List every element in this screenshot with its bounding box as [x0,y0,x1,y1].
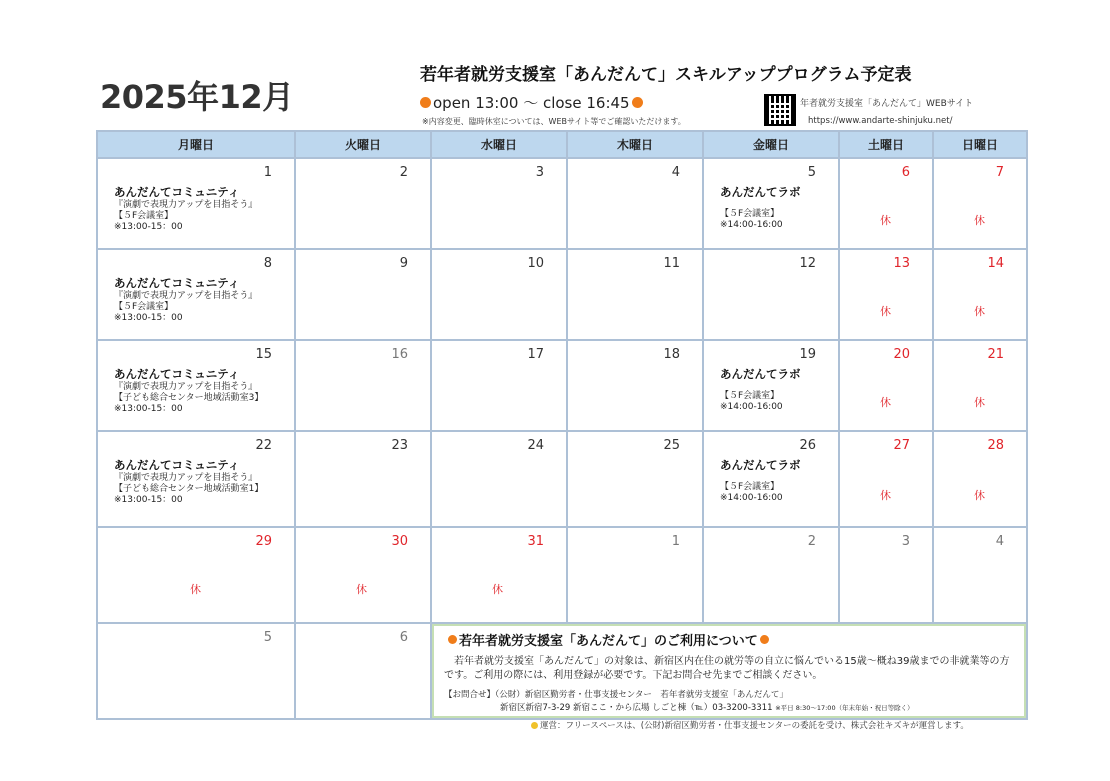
event-room: 【５F会議室】 [114,211,174,221]
day-cell-next-month [97,623,295,719]
website-label: 年者就労支援室「あんだんて」WEBサイト [800,99,974,109]
closed-label: 休 [492,583,503,596]
community-event [114,185,257,233]
event-title: あんだんてコミュニティ [114,276,240,290]
day-number: 5 [263,630,272,645]
day-number: 17 [527,347,544,362]
day-number: 6 [901,165,910,180]
closed-label: 休 [880,214,891,227]
day-number: 11 [663,256,680,271]
weekday-fri: 金曜日 [703,131,839,158]
orange-dot-icon [632,97,643,108]
event-time: ※13:00-15：00 [114,313,183,323]
event-subtitle: 『演劇で表現力アップを目指そう』 [114,200,258,210]
yellow-dot-icon [531,722,538,729]
closed-label: 休 [880,396,891,409]
community-event [114,367,263,415]
day-number: 3 [535,165,544,180]
event-room: 【５F会議室】 [720,209,780,219]
event-title: あんだんてラボ [720,367,801,381]
footer-text: 運営：フリースペースは、(公財)新宿区勤労者・仕事支援センターの委託を受け、株式会社キズキが運営します。 [540,721,969,731]
day-number: 12 [799,256,816,271]
day-number: 2 [399,165,408,180]
day-cell-saturday [839,249,933,340]
contact-line-2 [444,702,1014,715]
day-cell [431,158,567,249]
opening-hours-text: open 13:00 〜 close 16:45 [433,94,630,112]
orange-dot-icon [448,635,457,644]
community-event [114,458,263,506]
event-subtitle: 『演劇で表現力アップを目指そう』 [114,382,258,392]
day-cell [97,340,295,431]
event-title: あんだんてコミュニティ [114,185,240,199]
info-body: 若年者就労支援室「あんだんて」の対象は、新宿区内在住の就労等の自立に悩んでいる15歳〜概ね39歳までの非就業等の方です。ご利用の際には、利用登録が必要です。下記お問合せ先までご相談ください。 [444,656,1010,681]
info-title: 若年者就労支援室「あんだんて」のご利用について [459,634,758,649]
week-row-5 [97,527,1027,623]
day-cell-sunday [933,431,1027,527]
day-cell [703,431,839,527]
day-cell-sunday [933,249,1027,340]
day-cell [295,527,431,623]
weekday-wed: 水曜日 [431,131,567,158]
day-number: 6 [399,630,408,645]
day-cell [97,158,295,249]
day-number: 19 [799,347,816,362]
day-number: 15 [255,347,272,362]
closed-label: 休 [974,214,985,227]
day-cell [703,249,839,340]
contact-hours: ※平日 8:30〜17:00（年末年始・祝日等除く） [775,704,914,712]
week-row-1 [97,158,1027,249]
day-cell-next-month [703,527,839,623]
day-cell [97,249,295,340]
closed-label: 休 [974,489,985,502]
day-cell [703,158,839,249]
orange-dot-icon [420,97,431,108]
day-number: 14 [987,256,1004,271]
contact-info [444,689,1014,715]
opening-hours [420,92,643,113]
day-cell [97,431,295,527]
day-number: 21 [987,347,1004,362]
qr-code-icon[interactable] [764,94,796,126]
day-number: 28 [987,438,1004,453]
day-cell [431,527,567,623]
day-cell-next-month [567,527,703,623]
day-cell [295,431,431,527]
day-cell [97,527,295,623]
day-number: 3 [901,534,910,549]
change-note: ※内容変更、臨時休室については、WEBサイト等でご確認いただけます。 [422,117,686,126]
event-title: あんだんてラボ [720,458,801,472]
day-cell-next-month [839,527,933,623]
day-number: 4 [995,534,1004,549]
event-room: 【５F会議室】 [720,391,780,401]
event-title: あんだんてコミュニティ [114,458,240,472]
day-number: 16 [391,347,408,362]
day-number: 10 [527,256,544,271]
day-number: 24 [527,438,544,453]
week-row-4 [97,431,1027,527]
closed-label: 休 [974,305,985,318]
event-room: 【子ども総合センター地域活動室3】 [114,393,264,403]
event-time: ※13:00-15：00 [114,495,183,505]
contact-address: 新宿区新宿7-3-29 新宿ここ・から広場 しごと棟（℡）03-3200-3311 [500,703,773,713]
weekday-sat: 土曜日 [839,131,933,158]
event-room: 【５F会議室】 [720,482,780,492]
day-number: 31 [527,534,544,549]
calendar-table [96,130,1028,720]
info-cell [431,623,1027,719]
week-row-6 [97,623,1027,719]
day-cell [431,249,567,340]
day-cell [431,431,567,527]
day-number: 1 [671,534,680,549]
week-row-3 [97,340,1027,431]
lab-event [720,185,801,231]
day-cell [703,340,839,431]
day-cell [567,340,703,431]
day-cell-sunday [933,340,1027,431]
lab-event [720,458,801,504]
closed-label: 休 [880,305,891,318]
day-number: 8 [263,256,272,271]
day-number: 13 [893,256,910,271]
day-number: 4 [671,165,680,180]
day-cell-saturday [839,340,933,431]
info-title-row [448,630,1014,649]
day-cell [567,158,703,249]
footer-note [531,719,969,731]
weekday-thu: 木曜日 [567,131,703,158]
weekday-header-row [97,131,1027,158]
program-title: 若年者就労支援室「あんだんて」スキルアッププログラム予定表 [420,65,912,85]
week-row-2 [97,249,1027,340]
closed-label: 休 [356,583,367,596]
event-title: あんだんてラボ [720,185,801,199]
event-subtitle: 『演劇で表現力アップを目指そう』 [114,291,258,301]
day-number: 2 [807,534,816,549]
info-box [432,624,1026,718]
day-number: 23 [391,438,408,453]
community-event [114,276,257,324]
day-number: 1 [263,165,272,180]
day-number: 18 [663,347,680,362]
day-cell [567,431,703,527]
day-number: 30 [391,534,408,549]
day-cell [295,249,431,340]
day-number: 25 [663,438,680,453]
day-cell-next-month [295,623,431,719]
day-number: 5 [807,165,816,180]
day-cell [295,158,431,249]
weekday-tue: 火曜日 [295,131,431,158]
event-room: 【子ども総合センター地域活動室1】 [114,484,264,494]
event-title: あんだんてコミュニティ [114,367,240,381]
day-number: 26 [799,438,816,453]
event-time: ※14:00-16:00 [720,493,783,503]
day-cell-saturday [839,158,933,249]
closed-label: 休 [880,489,891,502]
event-subtitle: 『演劇で表現力アップを目指そう』 [114,473,258,483]
day-number: 9 [399,256,408,271]
day-cell [295,340,431,431]
orange-dot-icon [760,635,769,644]
day-number: 20 [893,347,910,362]
day-cell [567,249,703,340]
event-time: ※13:00-15：00 [114,404,183,414]
day-number: 7 [995,165,1004,180]
event-time: ※14:00-16:00 [720,402,783,412]
day-cell-saturday [839,431,933,527]
event-time: ※13:00-15：00 [114,222,183,232]
day-number: 22 [255,438,272,453]
event-room: 【５F会議室】 [114,302,174,312]
website-url[interactable]: https://www.andarte-shinjuku.net/ [808,116,953,126]
day-number: 27 [893,438,910,453]
day-number: 29 [255,534,272,549]
contact-line-1: 【お問合せ】（公財）新宿区勤労者・仕事支援センター 若年者就労支援室「あんだんて」 [444,690,788,700]
month-title: 2025年12月 [100,78,294,116]
weekday-sun: 日曜日 [933,131,1027,158]
weekday-mon: 月曜日 [97,131,295,158]
event-time: ※14:00-16:00 [720,220,783,230]
closed-label: 休 [974,396,985,409]
day-cell [431,340,567,431]
closed-label: 休 [190,583,201,596]
lab-event [720,367,801,413]
day-cell-next-month [933,527,1027,623]
day-cell-sunday [933,158,1027,249]
